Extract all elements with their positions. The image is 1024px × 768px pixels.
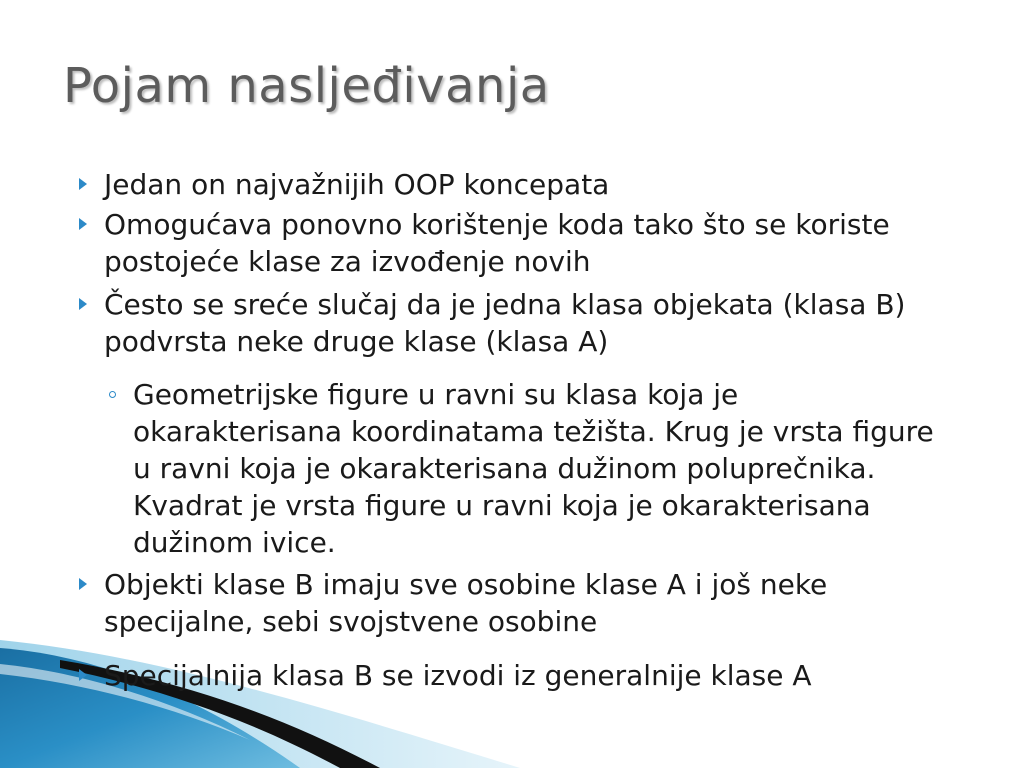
slide-title: Pojam nasljeđivanja	[63, 58, 550, 114]
triangle-bullet-icon	[79, 218, 87, 230]
list-item	[104, 566, 984, 640]
sub-list-item	[133, 376, 953, 561]
list-item	[104, 286, 984, 360]
circle-bullet-icon	[109, 391, 116, 398]
triangle-bullet-icon	[79, 578, 87, 590]
list-item-text: Često se sreće slučaj da je jedna klasa objekata (klasa B) podvrsta neke druge klase (klasa A)	[104, 288, 906, 358]
list-item	[104, 206, 984, 280]
triangle-bullet-icon	[79, 298, 87, 310]
list-item-text: Jedan on najvažnijih OOP koncepata	[104, 168, 610, 201]
list-item	[104, 657, 984, 694]
list-item	[104, 166, 984, 203]
list-item-text: Omogućava ponovno korištenje koda tako što se koriste postojeće klase za izvođenje novih	[104, 208, 890, 278]
triangle-bullet-icon	[79, 178, 87, 190]
list-item-text: Objekti klase B imaju sve osobine klase A i još neke specijalne, sebi svojstvene osobine	[104, 568, 828, 638]
list-item-text: Specijalnija klasa B se izvodi iz generalnije klase A	[104, 659, 812, 692]
sub-list-item-text: Geometrijske figure u ravni su klasa koja je okarakterisana koordinatama težišta. Krug je vrsta figure u ravni koja je okarakterisana dužinom poluprečnika. Kvadrat je vrsta figure u ravni koja je okarakterisana dužinom ivice.	[133, 378, 934, 559]
triangle-bullet-icon	[79, 669, 87, 681]
